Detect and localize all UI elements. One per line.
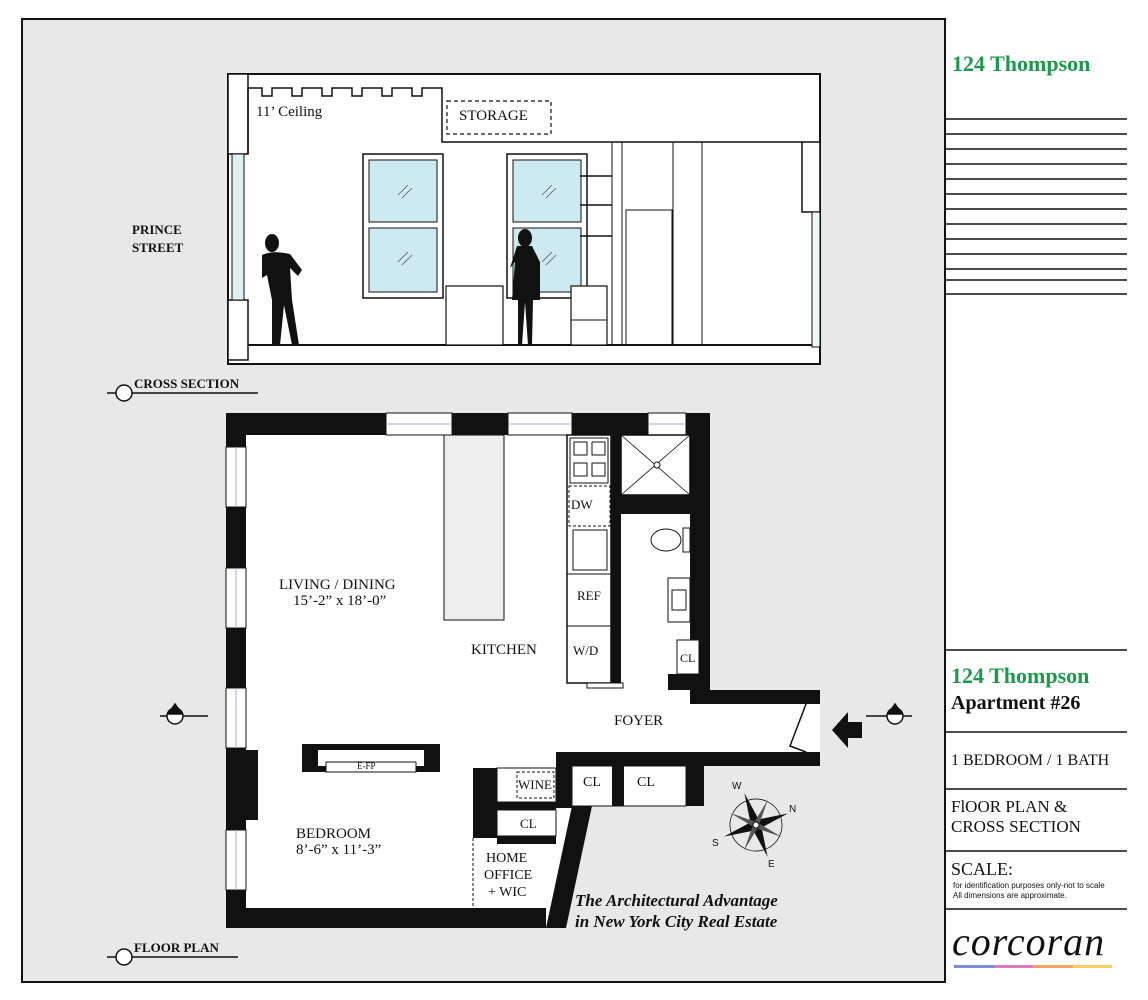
washer-dryer-label: W/D — [573, 643, 599, 658]
section-cut-marker-right — [866, 704, 912, 724]
brand-bar-segment — [954, 965, 994, 968]
title-block — [944, 18, 1127, 983]
scale-label: SCALE: — [951, 859, 1014, 879]
fireplace-label: E-FP — [357, 761, 376, 771]
foyer-closet-label-2: CL — [637, 775, 655, 790]
brand-color-bar — [954, 965, 1112, 968]
wine-label: WINE — [518, 777, 552, 792]
ceiling-note: 11’ Ceiling — [256, 104, 323, 120]
plan-type-line2: CROSS SECTION — [951, 817, 1081, 836]
tagline-line2: in New York City Real Estate — [575, 912, 778, 931]
brand-bar-segment — [1073, 965, 1113, 968]
refrigerator-label: REF — [577, 588, 601, 603]
foyer-closet-label-1: CL — [583, 775, 601, 790]
brand-bar-segment — [994, 965, 1034, 968]
home-office-line3: + WIC — [488, 885, 527, 900]
unit-type: 1 BEDROOM / 1 BATH — [951, 752, 1110, 769]
kitchen-label: KITCHEN — [471, 642, 537, 658]
brand-logo: corcoran — [952, 919, 1106, 964]
compass-w: W — [732, 781, 742, 792]
scale-note-1: for identification purposes only-not to scale — [953, 881, 1105, 890]
office-closet-label: CL — [520, 816, 537, 831]
apartment-number: Apartment #26 — [951, 692, 1081, 714]
bath-closet-label: CL — [680, 651, 696, 665]
dishwasher-label: DW — [571, 497, 593, 512]
compass-n: N — [789, 804, 797, 815]
plan-type-line1: FlOOR PLAN & — [951, 797, 1068, 816]
street-label-line1: PRINCE — [132, 222, 182, 237]
floor-plan-label: FLOOR PLAN — [134, 940, 219, 955]
scale-note-2: All dimensions are approximate. — [953, 891, 1067, 900]
home-office-line2: OFFICE — [484, 868, 533, 883]
section-cut-marker-left — [160, 704, 208, 724]
property-name: 124 Thompson — [951, 663, 1090, 688]
brand-bar-segment — [1033, 965, 1073, 968]
tagline-line1: The Architectural Advantage — [575, 891, 778, 910]
compass-s: S — [712, 838, 719, 849]
cross-section-label: CROSS SECTION — [134, 376, 240, 391]
home-office-line1: HOME — [486, 851, 528, 866]
title-block-rules — [946, 18, 1127, 983]
bedroom-dims: 8’-6” x 11’-3” — [296, 842, 382, 858]
compass-e: E — [768, 859, 775, 870]
foyer-label: FOYER — [614, 713, 664, 729]
street-label-line2: STREET — [132, 240, 184, 255]
storage-label: STORAGE — [459, 108, 528, 124]
living-room-name: LIVING / DINING — [279, 577, 396, 593]
compass-rose-icon — [712, 781, 799, 868]
bedroom-name: BEDROOM — [296, 826, 372, 842]
living-room-dims: 15’-2” x 18’-0” — [293, 593, 387, 609]
title-block-header: 124 Thompson — [952, 51, 1091, 76]
